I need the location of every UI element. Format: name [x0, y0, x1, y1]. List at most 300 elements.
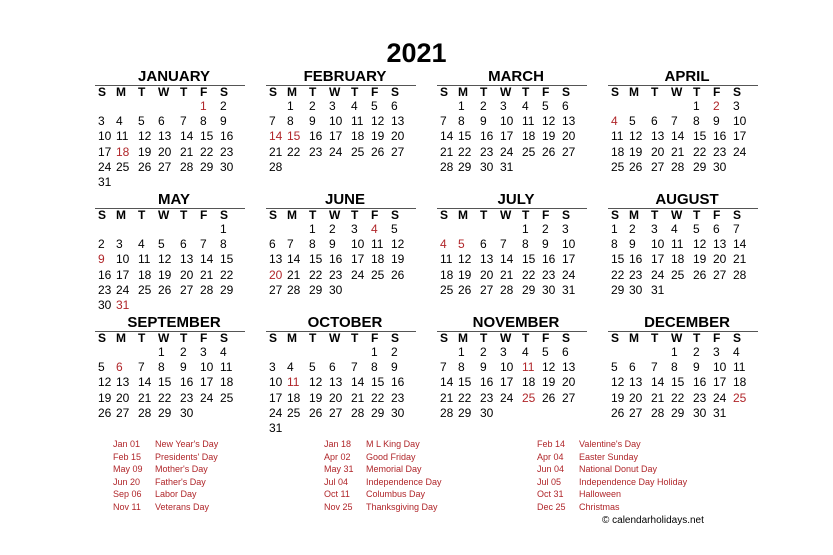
- day-cell: 16: [98, 267, 112, 282]
- weekday-header: M: [116, 85, 126, 99]
- day-cell: 20: [629, 390, 643, 405]
- day-cell: 27: [269, 282, 283, 297]
- day-cell: 24: [351, 267, 365, 282]
- day-cell: 9: [391, 360, 398, 375]
- day-cell: 19: [98, 390, 112, 405]
- holiday-day-cell: 6: [116, 360, 123, 375]
- month-name: JUNE: [324, 191, 365, 208]
- day-cell: 1: [287, 99, 294, 113]
- day-cell: 22: [693, 144, 707, 159]
- day-cell: 14: [138, 375, 152, 390]
- day-cell: 16: [329, 252, 343, 267]
- day-cell: 27: [629, 405, 643, 420]
- day-cell: 10: [713, 360, 727, 375]
- day-cell: 16: [309, 129, 323, 144]
- day-cell: 13: [480, 252, 494, 267]
- day-cell: 29: [671, 405, 685, 420]
- weekday-header: S: [611, 208, 620, 222]
- day-cell: 9: [180, 360, 187, 375]
- day-cell: 14: [500, 252, 514, 267]
- day-cell: 30: [542, 282, 556, 297]
- day-cell: 22: [287, 144, 301, 159]
- weekday-header: S: [440, 331, 449, 345]
- day-cell: 16: [480, 375, 494, 390]
- holiday-date: Nov 11: [113, 501, 141, 512]
- empty-cell: [500, 222, 522, 237]
- day-cell: 21: [440, 390, 454, 405]
- day-cell: 22: [220, 267, 234, 282]
- day-cell: 13: [180, 252, 194, 267]
- weekday-header-row: [437, 208, 587, 222]
- weekday-header: S: [733, 208, 742, 222]
- month-name: MAY: [158, 191, 190, 208]
- day-cell: 18: [522, 129, 536, 144]
- day-cell: 2: [629, 222, 636, 236]
- day-cell: 4: [116, 114, 123, 129]
- day-cell: 6: [269, 237, 276, 252]
- day-cell: 11: [220, 360, 233, 375]
- weekday-header: S: [391, 85, 400, 99]
- day-cell: 28: [200, 282, 214, 297]
- holiday-date: Oct 11: [324, 489, 350, 500]
- weekday-header: W: [500, 85, 512, 99]
- holiday-name: Easter Sunday: [579, 451, 639, 462]
- weekday-header-row: [266, 208, 416, 222]
- day-cell: 25: [220, 390, 234, 405]
- day-cell: 19: [542, 375, 556, 390]
- day-cell: 10: [116, 252, 130, 267]
- day-cell: 15: [220, 252, 234, 267]
- weekday-header: F: [713, 85, 721, 99]
- empty-cell: [138, 345, 158, 360]
- day-cell: 10: [351, 237, 365, 252]
- day-cell: 17: [329, 129, 343, 144]
- holiday-name: Valentine's Day: [579, 439, 641, 449]
- day-cell: 20: [562, 375, 576, 390]
- holiday-legend-row: [113, 501, 218, 514]
- day-cell: 12: [371, 114, 385, 129]
- day-cell: 14: [440, 129, 454, 144]
- day-cell: 6: [651, 114, 658, 129]
- month-name: JULY: [497, 191, 535, 208]
- weekday-header: S: [611, 85, 620, 99]
- day-cell: 17: [651, 252, 665, 267]
- weekday-header-row: [266, 331, 416, 345]
- day-cell: 29: [693, 159, 707, 174]
- empty-cell: [116, 345, 138, 360]
- day-cell: 8: [458, 360, 465, 375]
- day-cell: 31: [500, 159, 514, 174]
- day-cell: 25: [287, 405, 301, 420]
- holiday-day-cell: 11: [522, 360, 535, 375]
- holiday-name: Labor Day: [155, 489, 197, 500]
- day-cell: 9: [309, 114, 316, 129]
- day-cell: 12: [629, 129, 643, 144]
- month-name: JANUARY: [138, 68, 210, 85]
- day-cell: 28: [138, 405, 152, 420]
- weekday-header: F: [713, 208, 721, 222]
- day-cell: 30: [713, 159, 727, 174]
- weekday-header: F: [200, 85, 208, 99]
- day-cell: 25: [138, 282, 152, 297]
- weekday-header-row: [95, 331, 245, 345]
- day-cell: 27: [180, 282, 194, 297]
- day-cell: 2: [98, 237, 105, 252]
- weekday-header: S: [562, 85, 571, 99]
- weekday-header: F: [713, 331, 721, 345]
- weekday-header: S: [440, 85, 449, 99]
- day-cell: 23: [98, 282, 112, 297]
- day-cell: 10: [98, 129, 112, 144]
- day-cell: 23: [713, 144, 727, 159]
- weekday-header: T: [180, 85, 188, 99]
- day-cell: 7: [180, 114, 187, 129]
- day-cell: 11: [611, 129, 624, 144]
- weekday-header: S: [98, 331, 107, 345]
- day-cell: 16: [693, 375, 707, 390]
- day-cell: 24: [500, 144, 514, 159]
- holiday-name: Presidents' Day: [155, 451, 218, 462]
- weekday-header: T: [351, 331, 359, 345]
- weekday-header: F: [542, 208, 550, 222]
- weekday-header: T: [651, 331, 659, 345]
- day-cell: 15: [458, 129, 472, 144]
- day-cell: 4: [351, 99, 358, 113]
- day-cell: 7: [287, 237, 294, 252]
- holiday-day-cell: 25: [733, 390, 747, 405]
- weekday-header: F: [200, 331, 208, 345]
- day-cell: 25: [522, 144, 536, 159]
- day-cell: 18: [733, 375, 747, 390]
- day-cell: 8: [287, 114, 294, 129]
- holiday-date: Nov 25: [324, 501, 353, 512]
- empty-cell: [98, 345, 116, 360]
- empty-cell: [180, 222, 200, 237]
- holiday-legend-row: [324, 501, 442, 514]
- day-cell: 15: [200, 129, 214, 144]
- day-cell: 6: [480, 237, 487, 252]
- day-cell: 16: [180, 375, 194, 390]
- day-cell: 3: [329, 99, 336, 113]
- day-cell: 19: [371, 129, 385, 144]
- weekday-header: W: [158, 331, 170, 345]
- website-credit: © calendarholidays.net: [602, 515, 704, 526]
- day-cell: 2: [391, 345, 398, 359]
- day-cell: 5: [138, 114, 145, 129]
- holiday-legend-row: [537, 488, 687, 501]
- day-cell: 25: [671, 267, 685, 282]
- day-cell: 1: [309, 222, 316, 236]
- holiday-date: Jun 20: [113, 476, 141, 487]
- holiday-name: Father's Day: [155, 476, 206, 487]
- day-grid: [266, 345, 416, 436]
- day-cell: 31: [98, 174, 112, 189]
- holiday-day-cell: 15: [287, 129, 301, 144]
- day-cell: 26: [629, 159, 643, 174]
- empty-cell: [629, 345, 651, 360]
- day-cell: 11: [733, 360, 746, 375]
- holiday-day-cell: 1: [200, 99, 207, 113]
- weekday-header: S: [440, 208, 449, 222]
- day-cell: 24: [562, 267, 576, 282]
- holiday-legend-row: [537, 463, 687, 476]
- day-cell: 11: [522, 114, 535, 129]
- day-cell: 31: [562, 282, 576, 297]
- day-cell: 9: [542, 237, 549, 252]
- holiday-date: Feb 14: [537, 439, 566, 449]
- day-cell: 12: [309, 375, 323, 390]
- day-cell: 9: [693, 360, 700, 375]
- day-cell: 6: [713, 222, 720, 236]
- month-name: DECEMBER: [644, 314, 730, 331]
- day-cell: 23: [220, 144, 234, 159]
- day-cell: 25: [611, 159, 625, 174]
- month-name: NOVEMBER: [472, 314, 560, 331]
- day-cell: 21: [269, 144, 283, 159]
- day-cell: 8: [671, 360, 678, 375]
- holiday-day-cell: 18: [116, 144, 130, 159]
- day-cell: 28: [500, 282, 514, 297]
- holiday-name: Columbus Day: [366, 489, 426, 500]
- day-cell: 7: [440, 114, 447, 129]
- day-cell: 9: [480, 114, 487, 129]
- day-cell: 13: [269, 252, 283, 267]
- holiday-name: Mother's Day: [155, 464, 208, 475]
- day-cell: 15: [522, 252, 536, 267]
- day-cell: 22: [200, 144, 214, 159]
- day-cell: 8: [158, 360, 165, 375]
- day-cell: 19: [158, 267, 172, 282]
- day-cell: 8: [611, 237, 618, 252]
- day-cell: 19: [391, 252, 405, 267]
- day-cell: 14: [200, 252, 214, 267]
- day-cell: 24: [98, 159, 112, 174]
- day-cell: 20: [651, 144, 665, 159]
- day-cell: 12: [391, 237, 405, 252]
- day-cell: 27: [329, 405, 343, 420]
- day-cell: 21: [180, 144, 194, 159]
- empty-cell: [287, 345, 309, 360]
- holiday-day-cell: 4: [371, 222, 378, 236]
- day-cell: 30: [329, 282, 343, 297]
- empty-cell: [480, 222, 500, 237]
- holiday-legend-row: [324, 438, 442, 451]
- holiday-day-cell: 14: [269, 129, 283, 144]
- holiday-date: Apr 02: [324, 451, 351, 462]
- day-cell: 24: [500, 390, 514, 405]
- empty-cell: [269, 345, 287, 360]
- day-cell: 27: [391, 144, 405, 159]
- day-cell: 26: [693, 267, 707, 282]
- month-february: [266, 69, 416, 175]
- holiday-legend-row: [113, 463, 218, 476]
- month-august: [608, 192, 758, 298]
- month-name: FEBRUARY: [303, 68, 387, 85]
- day-cell: 31: [269, 420, 283, 435]
- weekday-header: T: [138, 85, 146, 99]
- holiday-day-cell: 9: [98, 252, 105, 267]
- day-cell: 30: [693, 405, 707, 420]
- day-cell: 3: [98, 114, 105, 129]
- day-cell: 18: [351, 129, 365, 144]
- day-cell: 21: [287, 267, 301, 282]
- day-cell: 25: [440, 282, 454, 297]
- holiday-legend-col-3: [537, 438, 687, 514]
- weekday-header: T: [138, 208, 146, 222]
- weekday-header: T: [693, 85, 701, 99]
- weekday-header-row: [608, 208, 758, 222]
- empty-cell: [98, 99, 116, 114]
- day-cell: 22: [458, 144, 472, 159]
- day-cell: 12: [693, 237, 707, 252]
- day-cell: 22: [671, 390, 685, 405]
- day-cell: 22: [371, 390, 385, 405]
- weekday-header: W: [500, 331, 512, 345]
- day-cell: 5: [611, 360, 618, 375]
- day-cell: 21: [671, 144, 685, 159]
- day-cell: 29: [611, 282, 625, 297]
- day-cell: 8: [522, 237, 529, 252]
- weekday-header: T: [480, 85, 488, 99]
- empty-cell: [611, 99, 629, 114]
- holiday-day-cell: 11: [287, 375, 300, 390]
- day-cell: 16: [542, 252, 556, 267]
- day-cell: 5: [391, 222, 398, 236]
- holiday-date: Feb 15: [113, 451, 142, 462]
- day-cell: 1: [693, 99, 700, 113]
- day-cell: 20: [562, 129, 576, 144]
- day-cell: 6: [629, 360, 636, 375]
- day-cell: 6: [329, 360, 336, 375]
- holiday-legend-row: [113, 476, 218, 489]
- day-cell: 8: [458, 114, 465, 129]
- day-cell: 10: [500, 360, 514, 375]
- day-cell: 8: [200, 114, 207, 129]
- day-grid: [608, 222, 758, 298]
- day-cell: 27: [116, 405, 130, 420]
- day-cell: 26: [458, 282, 472, 297]
- holiday-legend-row: [537, 451, 687, 464]
- month-may: [95, 192, 245, 313]
- day-cell: 18: [138, 267, 152, 282]
- day-cell: 3: [713, 345, 720, 359]
- day-cell: 29: [458, 159, 472, 174]
- day-cell: 23: [329, 267, 343, 282]
- day-cell: 17: [200, 375, 214, 390]
- empty-cell: [269, 222, 287, 237]
- holiday-name: Veterans Day: [155, 501, 210, 512]
- day-cell: 7: [733, 222, 740, 236]
- weekday-header: M: [116, 331, 126, 345]
- day-cell: 26: [542, 390, 556, 405]
- month-july: [437, 192, 587, 298]
- day-cell: 31: [713, 405, 727, 420]
- weekday-header: T: [138, 331, 146, 345]
- day-cell: 13: [713, 237, 727, 252]
- day-cell: 17: [713, 375, 727, 390]
- calendar-year-title: 2021: [386, 38, 447, 68]
- day-cell: 2: [309, 99, 316, 113]
- day-cell: 23: [309, 144, 323, 159]
- day-cell: 25: [116, 159, 130, 174]
- day-cell: 13: [391, 114, 405, 129]
- day-cell: 11: [371, 237, 384, 252]
- day-cell: 22: [309, 267, 323, 282]
- day-cell: 8: [220, 237, 227, 252]
- day-cell: 4: [287, 360, 294, 375]
- day-cell: 30: [480, 405, 494, 420]
- day-cell: 5: [693, 222, 700, 236]
- day-cell: 14: [180, 129, 194, 144]
- weekday-header: S: [562, 208, 571, 222]
- day-cell: 14: [287, 252, 301, 267]
- day-cell: 29: [371, 405, 385, 420]
- weekday-header: M: [287, 208, 297, 222]
- weekday-header: M: [116, 208, 126, 222]
- day-cell: 4: [220, 345, 227, 359]
- day-cell: 23: [629, 267, 643, 282]
- weekday-header: W: [158, 208, 170, 222]
- day-cell: 18: [611, 144, 625, 159]
- day-cell: 13: [651, 129, 665, 144]
- holiday-legend-col-1: [113, 438, 218, 514]
- day-cell: 7: [269, 114, 276, 129]
- weekday-header: T: [480, 208, 488, 222]
- weekday-header: T: [480, 331, 488, 345]
- day-cell: 30: [391, 405, 405, 420]
- holiday-legend-row: [537, 438, 687, 451]
- day-cell: 4: [522, 99, 529, 113]
- day-cell: 7: [671, 114, 678, 129]
- day-cell: 4: [671, 222, 678, 236]
- weekday-header: T: [651, 208, 659, 222]
- weekday-header: T: [180, 331, 188, 345]
- day-cell: 7: [651, 360, 658, 375]
- weekday-header-row: [437, 331, 587, 345]
- day-cell: 23: [542, 267, 556, 282]
- holiday-name: Independence Day Holiday: [579, 476, 688, 487]
- day-cell: 21: [500, 267, 514, 282]
- weekday-header: S: [269, 208, 278, 222]
- weekday-header: T: [309, 331, 317, 345]
- day-cell: 28: [287, 282, 301, 297]
- day-cell: 20: [116, 390, 130, 405]
- month-name: SEPTEMBER: [127, 314, 221, 331]
- day-cell: 19: [309, 390, 323, 405]
- day-cell: 1: [522, 222, 529, 236]
- holiday-name: New Year's Day: [155, 439, 219, 449]
- day-cell: 23: [480, 144, 494, 159]
- holiday-legend-row: [324, 488, 442, 501]
- weekday-header: M: [287, 331, 297, 345]
- day-cell: 24: [651, 267, 665, 282]
- weekday-header: T: [351, 208, 359, 222]
- day-cell: 17: [500, 129, 514, 144]
- holiday-legend-row: [324, 463, 442, 476]
- weekday-header: S: [391, 331, 400, 345]
- empty-cell: [458, 222, 480, 237]
- day-cell: 19: [611, 390, 625, 405]
- day-cell: 22: [458, 390, 472, 405]
- holiday-date: Sep 06: [113, 489, 142, 500]
- day-cell: 17: [269, 390, 283, 405]
- day-cell: 17: [562, 252, 576, 267]
- day-cell: 17: [733, 129, 747, 144]
- holiday-day-cell: 5: [458, 237, 465, 252]
- day-cell: 19: [693, 252, 707, 267]
- day-cell: 14: [651, 375, 665, 390]
- day-cell: 30: [220, 159, 234, 174]
